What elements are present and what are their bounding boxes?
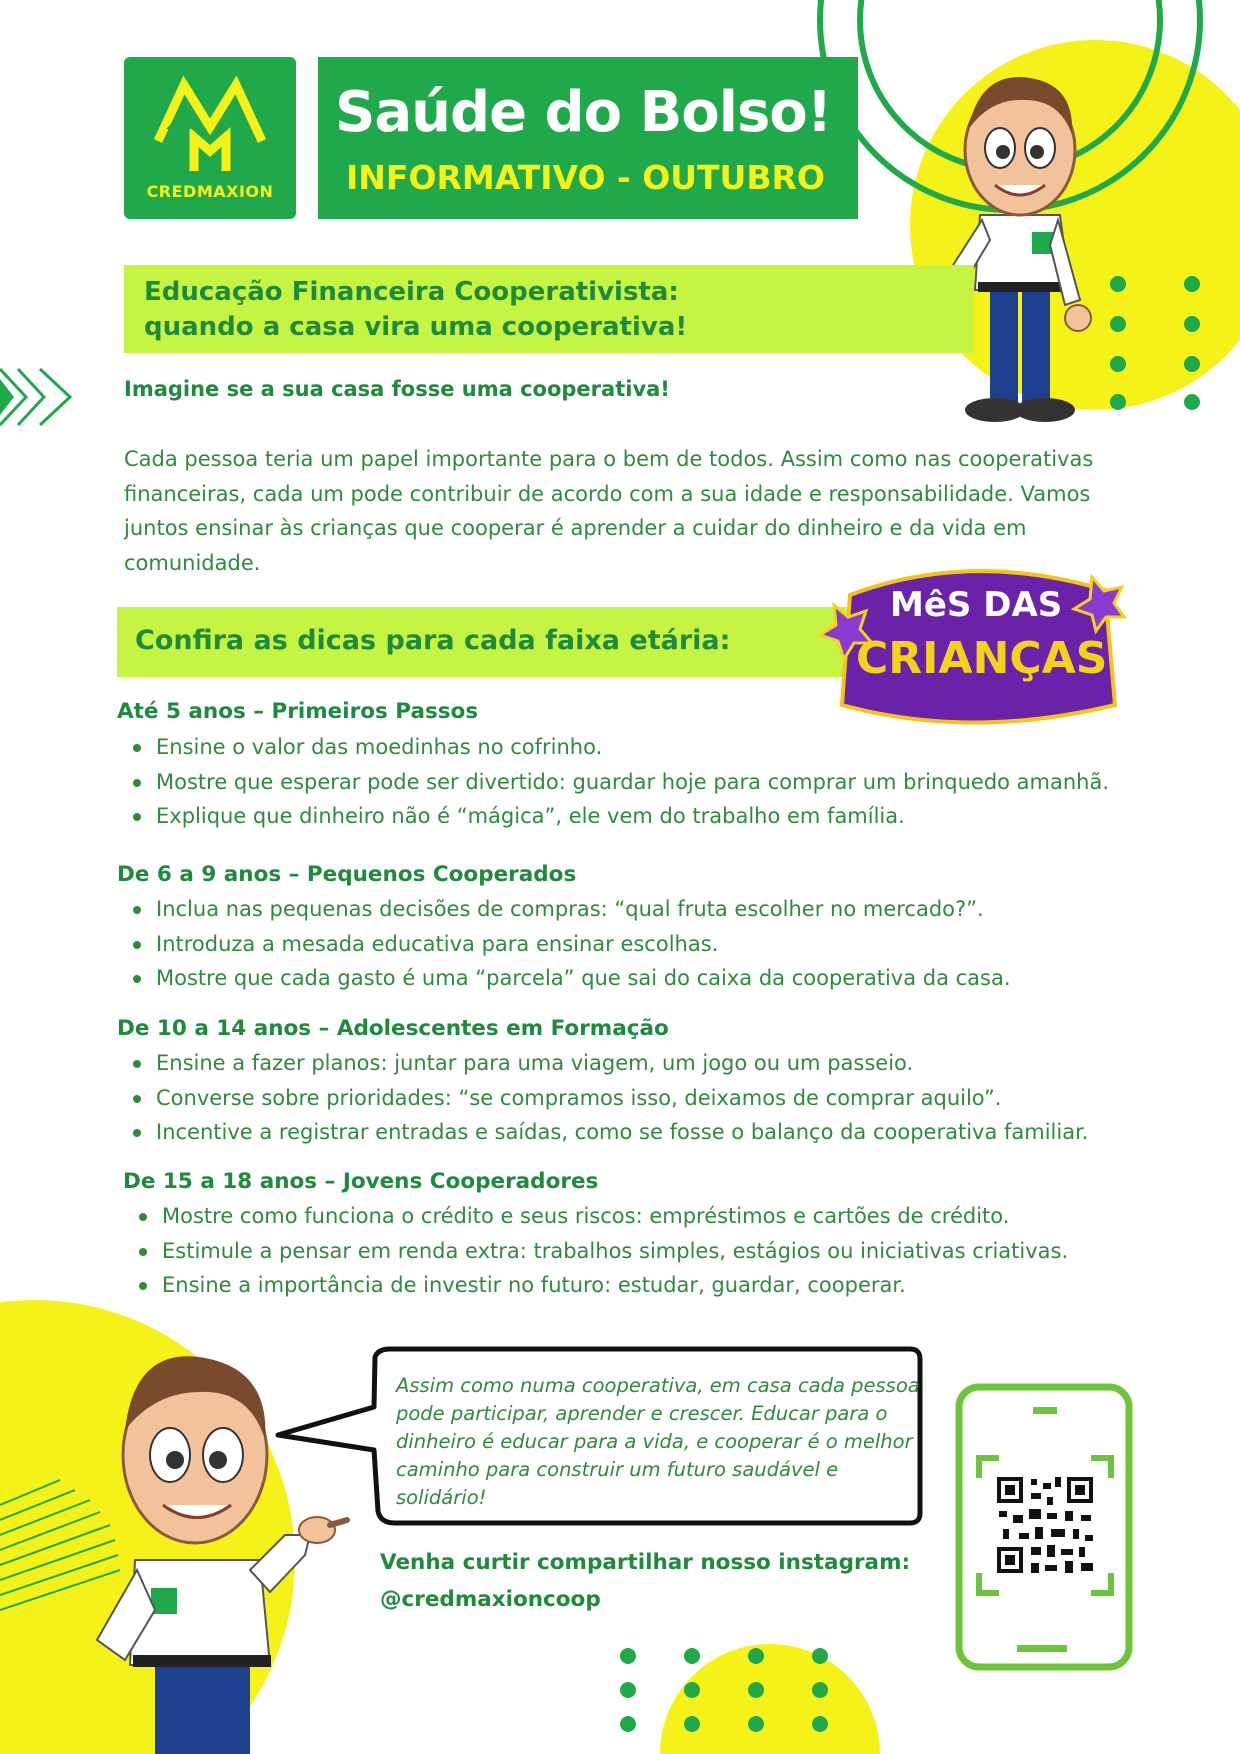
childrens-month-badge [820,555,1130,730]
section-heading-line1: Educação Financeira Cooperativista: [144,277,679,307]
age-group-title: De 6 a 9 anos – Pequenos Cooperados [117,862,577,887]
age-group-title: De 15 a 18 anos – Jovens Cooperadores [123,1169,599,1194]
list-item: Ensine a importância de investir no futuro: estudar, guardar, cooperar. [135,1268,1068,1303]
qr-code[interactable] [995,1475,1095,1575]
age-group-title: Até 5 anos – Primeiros Passos [117,699,479,724]
age-group-title: De 10 a 14 anos – Adolescentes em Formação [117,1016,669,1041]
intro-question: Imagine se a sua casa fosse uma cooperativa! [124,377,670,401]
speech-text: Assim como numa cooperativa, em casa cada pessoa pode participar, aprender e crescer. Educar para o dinheiro é educar para a vida, e cooperar é o melhor caminho para construir um futuro saudável e solidário! [396,1374,920,1509]
page-subtitle: INFORMATIVO - OUTUBRO [346,158,825,197]
tips-list [129,892,1011,996]
list-item: Ensine a fazer planos: juntar para uma viagem, um jogo ou um passeio. [129,1046,1088,1081]
instagram-label: Venha curtir compartilhar nosso instagram: [380,1550,911,1575]
mascot [930,60,1100,430]
section-heading-line2: quando a casa vira uma cooperativa! [144,312,688,342]
mascot [85,1330,355,1754]
list-item: Inclua nas pequenas decisões de compras: “qual fruta escolher no mercado?”. [129,892,1011,927]
list-item: Estimule a pensar em renda extra: trabalhos simples, estágios ou iniciativas criativas. [135,1234,1068,1269]
section-heading-band [124,265,974,353]
list-item: Ensine o valor das moedinhas no cofrinho. [129,730,1109,765]
brand-logo [124,57,296,219]
badge-line2: CRIANÇAS [856,633,1108,684]
list-item: Incentive a registrar entradas e saídas, como se fosse o balanço da cooperativa familiar. [129,1115,1088,1150]
tips-list [135,1199,1068,1303]
instagram-handle[interactable]: @credmaxioncoop [380,1587,601,1612]
logo-mark [148,71,272,175]
tips-heading: Confira as dicas para cada faixa etária: [135,625,731,656]
tips-list [129,730,1109,834]
logo-text: CREDMAXION [146,182,274,201]
list-item: Explique que dinheiro não é “mágica”, ele vem do trabalho em família. [129,799,1109,834]
tips-heading-band [117,607,847,677]
tips-list [129,1046,1088,1150]
list-item: Mostre que cada gasto é uma “parcela” que sai do caixa da cooperativa da casa. [129,961,1011,996]
chevron-arrows-icon [0,365,82,429]
list-item: Mostre que esperar pode ser divertido: guardar hoje para comprar um brinquedo amanhã. [129,765,1109,800]
intro-paragraph: Cada pessoa teria um papel importante para o bem de todos. Assim como nas cooperativas financeiras, cada um pode contribuir de acordo com a sua idade e responsabilidade. Vamos juntos ensinar às crianças que cooperar é aprender a cuidar do dinheiro e da vida em comunidade. [124,447,1094,575]
list-item: Mostre como funciona o crédito e seus riscos: empréstimos e cartões de crédito. [135,1199,1068,1234]
badge-line1: MêS DAS [890,585,1063,625]
list-item: Introduza a mesada educativa para ensinar escolhas. [129,927,1011,962]
page-title: Saúde do Bolso! [335,80,832,145]
list-item: Converse sobre prioridades: “se compramos isso, deixamos de comprar aquilo”. [129,1081,1088,1116]
